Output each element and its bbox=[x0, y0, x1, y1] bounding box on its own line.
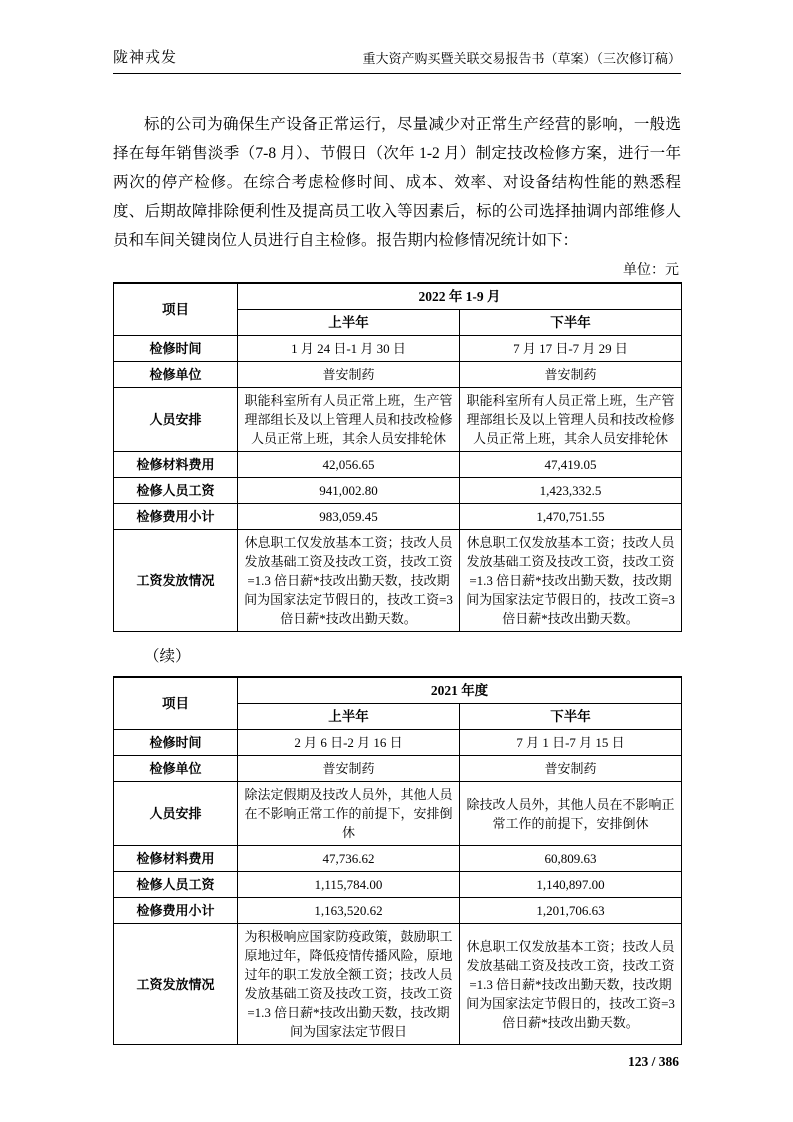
cell-first-half: 941,002.80 bbox=[238, 478, 460, 504]
cell-row-label: 工资发放情况 bbox=[114, 530, 238, 632]
cell-second-half: 除技改人员外，其他人员在不影响正常工作的前提下，安排倒休 bbox=[460, 782, 682, 846]
table-row bbox=[114, 478, 682, 504]
maintenance-table-2021 bbox=[113, 676, 682, 1045]
cell-first-half: 除法定假期及技改人员外，其他人员在不影响正常工作的前提下，安排倒休 bbox=[238, 782, 460, 846]
header-divider bbox=[113, 73, 681, 74]
table-row bbox=[114, 362, 682, 388]
cell-first-half: 983,059.45 bbox=[238, 504, 460, 530]
cell-row-label: 检修费用小计 bbox=[114, 504, 238, 530]
cell-second-half: 47,419.05 bbox=[460, 452, 682, 478]
table-header-row bbox=[114, 677, 682, 704]
subheader-first-half: 上半年 bbox=[238, 310, 460, 336]
cell-first-half: 1 月 24 日-1 月 30 日 bbox=[238, 336, 460, 362]
cell-row-label: 检修费用小计 bbox=[114, 898, 238, 924]
intro-paragraph: 标的公司为确保生产设备正常运行，尽量减少对正常生产经营的影响，一般选择在每年销售淡季（7-8 月）、节假日（次年 1-2 月）制定技改检修方案，进行一年两次的停产检修。在综合考虑检修时间、成本、效率、对设备结构性能的熟悉程度、后期故障排除便利性及提高员工收入等因素后，标的公司选择抽调内部维修人员和车间关键岗位人员进行自主检修。报告期内检修情况统计如下： bbox=[113, 116, 681, 249]
table-row bbox=[114, 730, 682, 756]
cell-second-half: 1,470,751.55 bbox=[460, 504, 682, 530]
cell-first-half: 47,736.62 bbox=[238, 846, 460, 872]
cell-second-half: 1,201,706.63 bbox=[460, 898, 682, 924]
cell-row-label: 检修材料费用 bbox=[114, 846, 238, 872]
subheader-first-half: 上半年 bbox=[238, 704, 460, 730]
cell-first-half: 普安制药 bbox=[238, 362, 460, 388]
table-row bbox=[114, 872, 682, 898]
cell-row-label: 检修单位 bbox=[114, 756, 238, 782]
cell-first-half: 为积极响应国家防疫政策，鼓励职工原地过年，降低疫情传播风险，原地过年的职工发放全额工资；技改人员发放基础工资及技改工资，技改工资=1.3 倍日薪*技改出勤天数，技改期间为国家法定节假日 bbox=[238, 924, 460, 1045]
cell-row-label: 检修人员工资 bbox=[114, 872, 238, 898]
continued-label: （续） bbox=[144, 648, 191, 665]
table-row bbox=[114, 756, 682, 782]
table-row bbox=[114, 388, 682, 452]
cell-first-half: 休息职工仅发放基本工资；技改人员发放基础工资及技改工资，技改工资=1.3 倍日薪*技改出勤天数，技改期间为国家法定节假日的，技改工资=3 倍日薪*技改出勤天数。 bbox=[238, 530, 460, 632]
table-row bbox=[114, 846, 682, 872]
cell-row-label: 检修时间 bbox=[114, 336, 238, 362]
page-header bbox=[113, 46, 681, 67]
cell-row-label: 检修材料费用 bbox=[114, 452, 238, 478]
maintenance-table-2022 bbox=[113, 282, 682, 632]
table-row bbox=[114, 336, 682, 362]
cell-row-label: 人员安排 bbox=[114, 782, 238, 846]
period-header-cell: 2021 年度 bbox=[238, 677, 682, 704]
cell-row-label: 检修人员工资 bbox=[114, 478, 238, 504]
cell-first-half: 1,115,784.00 bbox=[238, 872, 460, 898]
cell-second-half: 职能科室所有人员正常上班，生产管理部组长及以上管理人员和技改检修人员正常上班，其余人员安排轮休 bbox=[460, 388, 682, 452]
subheader-second-half: 下半年 bbox=[460, 310, 682, 336]
page-number: 123 / 386 bbox=[627, 1054, 679, 1069]
cell-second-half: 普安制药 bbox=[460, 756, 682, 782]
cell-second-half: 60,809.63 bbox=[460, 846, 682, 872]
cell-second-half: 普安制药 bbox=[460, 362, 682, 388]
table-header-row bbox=[114, 283, 682, 310]
cell-first-half: 普安制药 bbox=[238, 756, 460, 782]
unit-label: 单位：元 bbox=[623, 263, 679, 278]
table-row bbox=[114, 530, 682, 632]
table-row bbox=[114, 782, 682, 846]
subheader-second-half: 下半年 bbox=[460, 704, 682, 730]
cell-first-half: 1,163,520.62 bbox=[238, 898, 460, 924]
table-row bbox=[114, 504, 682, 530]
cell-second-half: 1,423,332.5 bbox=[460, 478, 682, 504]
cell-row-label: 工资发放情况 bbox=[114, 924, 238, 1045]
cell-first-half: 职能科室所有人员正常上班，生产管理部组长及以上管理人员和技改检修人员正常上班，其余人员安排轮休 bbox=[238, 388, 460, 452]
corner-header-cell: 项目 bbox=[114, 677, 238, 730]
cell-first-half: 42,056.65 bbox=[238, 452, 460, 478]
header-company-name: 陇神戎发 bbox=[113, 50, 178, 66]
cell-second-half: 休息职工仅发放基本工资；技改人员发放基础工资及技改工资，技改工资=1.3 倍日薪*技改出勤天数，技改期间为国家法定节假日的，技改工资=3 倍日薪*技改出勤天数。 bbox=[460, 924, 682, 1045]
table-row bbox=[114, 898, 682, 924]
header-report-title: 重大资产购买暨关联交易报告书（草案）（三次修订稿） bbox=[362, 51, 681, 66]
cell-second-half: 1,140,897.00 bbox=[460, 872, 682, 898]
cell-row-label: 检修时间 bbox=[114, 730, 238, 756]
table-row bbox=[114, 452, 682, 478]
table-row bbox=[114, 924, 682, 1045]
cell-second-half: 7 月 1 日-7 月 15 日 bbox=[460, 730, 682, 756]
cell-second-half: 休息职工仅发放基本工资；技改人员发放基础工资及技改工资，技改工资=1.3 倍日薪*技改出勤天数，技改期间为国家法定节假日的，技改工资=3 倍日薪*技改出勤天数。 bbox=[460, 530, 682, 632]
cell-second-half: 7 月 17 日-7 月 29 日 bbox=[460, 336, 682, 362]
cell-row-label: 人员安排 bbox=[114, 388, 238, 452]
corner-header-cell: 项目 bbox=[114, 283, 238, 336]
period-header-cell: 2022 年 1-9 月 bbox=[238, 283, 682, 310]
cell-row-label: 检修单位 bbox=[114, 362, 238, 388]
cell-first-half: 2 月 6 日-2 月 16 日 bbox=[238, 730, 460, 756]
